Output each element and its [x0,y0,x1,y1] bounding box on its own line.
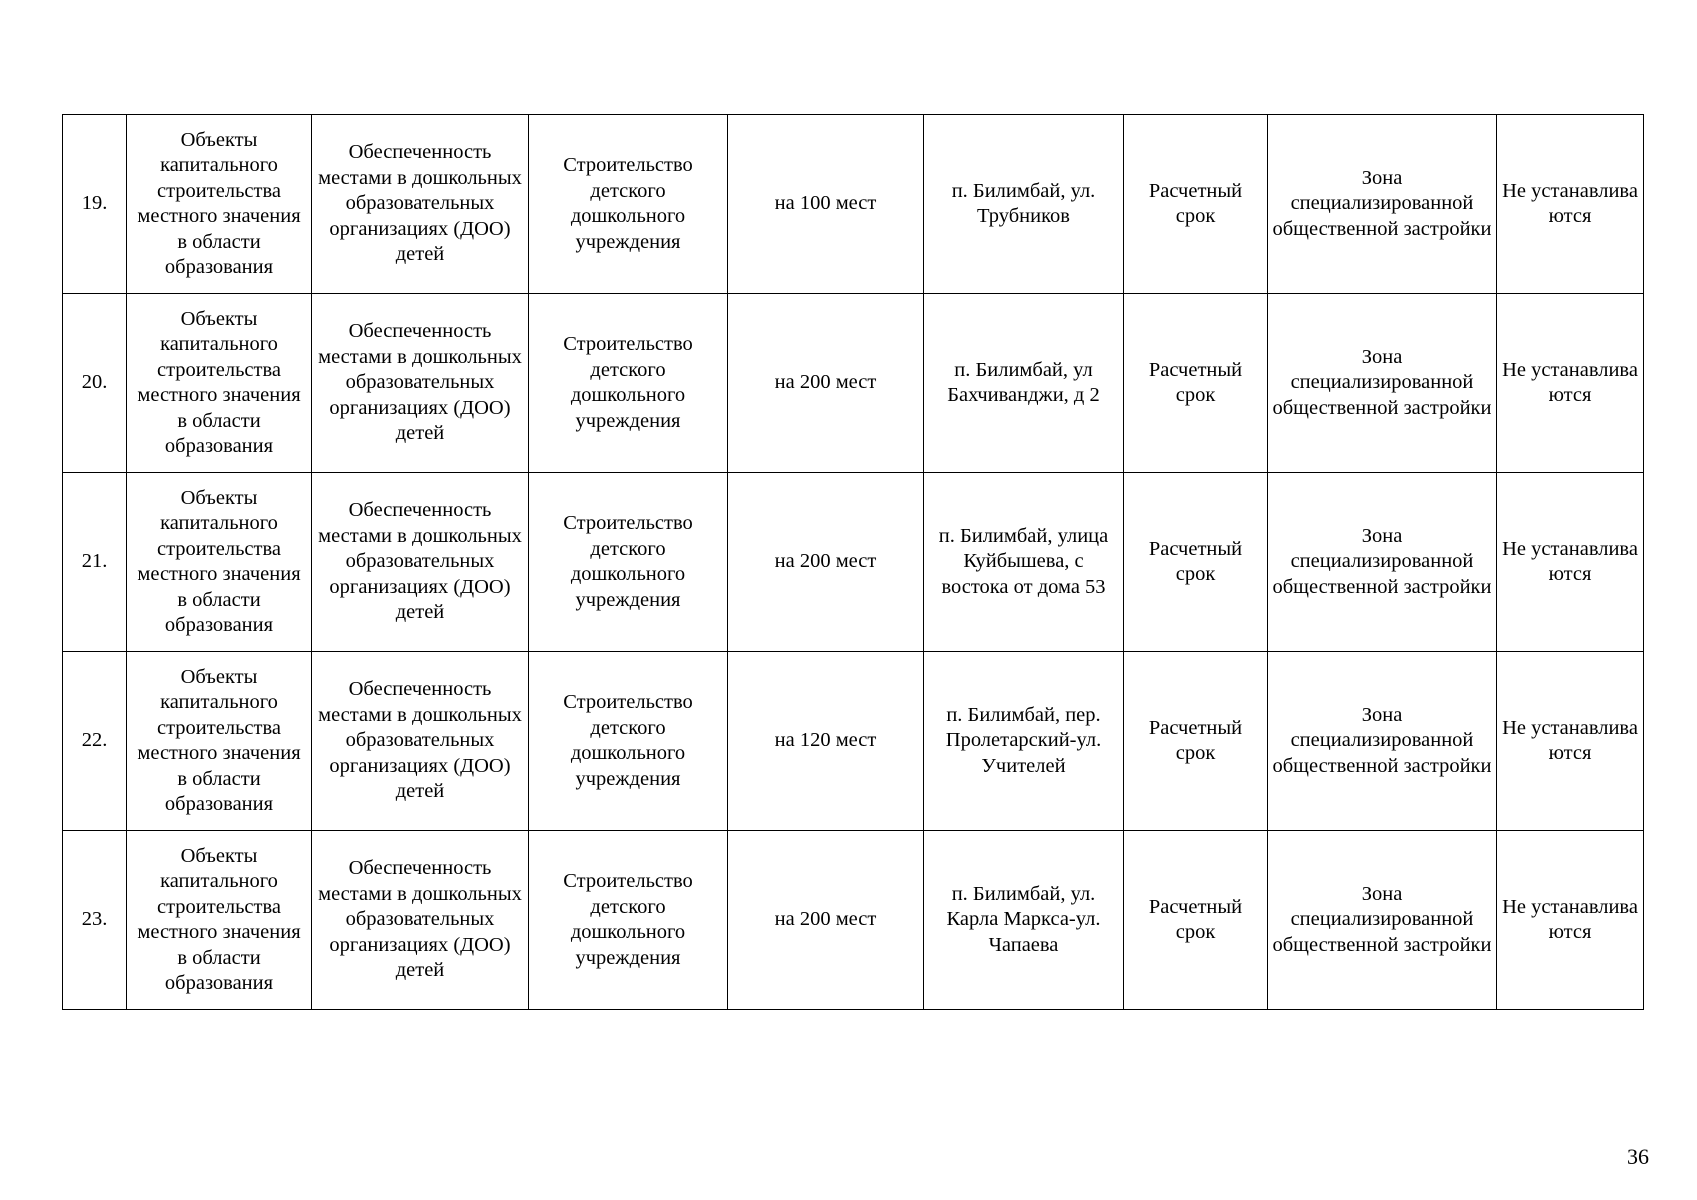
location-cell: п. Билимбай, улица Куйбышева, с востока от дома 53 [924,473,1124,652]
row-number-cell: 20. [63,294,127,473]
location-cell: п. Билимбай, ул. Карла Маркса-ул. Чапаева [924,831,1124,1010]
purpose-cell: Обеспеченность местами в дошкольных образовательных организациях (ДОО) детей [312,831,529,1010]
location-cell: п. Билимбай, ул Бахчиванджи, д 2 [924,294,1124,473]
row-number-cell: 19. [63,115,127,294]
zone-cell: Зона специализированной общественной застройки [1268,115,1497,294]
capacity-cell: на 100 мест [728,115,924,294]
protection-zones-cell: Не устанавлива ются [1497,831,1644,1010]
zone-cell: Зона специализированной общественной застройки [1268,294,1497,473]
table-row [63,831,1644,1010]
facilities-table [62,114,1644,1010]
object-type-cell: Объекты капитального строительства местного значения в области образования [127,115,312,294]
protection-zones-cell: Не устанавлива ются [1497,115,1644,294]
description-cell: Строительство детского дошкольного учреждения [529,294,728,473]
description-cell: Строительство детского дошкольного учреждения [529,831,728,1010]
page-number: 36 [1627,1144,1649,1169]
capacity-cell: на 200 мест [728,831,924,1010]
description-cell: Строительство детского дошкольного учреждения [529,473,728,652]
table-row [63,115,1644,294]
protection-zones-cell: Не устанавлива ются [1497,652,1644,831]
purpose-cell: Обеспеченность местами в дошкольных образовательных организациях (ДОО) детей [312,294,529,473]
capacity-cell: на 200 мест [728,473,924,652]
row-number-cell: 21. [63,473,127,652]
term-cell: Расчетный срок [1124,831,1268,1010]
purpose-cell: Обеспеченность местами в дошкольных образовательных организациях (ДОО) детей [312,115,529,294]
location-cell: п. Билимбай, ул. Трубников [924,115,1124,294]
purpose-cell: Обеспеченность местами в дошкольных образовательных организациях (ДОО) детей [312,473,529,652]
capacity-cell: на 120 мест [728,652,924,831]
protection-zones-cell: Не устанавлива ются [1497,294,1644,473]
capacity-cell: на 200 мест [728,294,924,473]
object-type-cell: Объекты капитального строительства местного значения в области образования [127,294,312,473]
term-cell: Расчетный срок [1124,294,1268,473]
description-cell: Строительство детского дошкольного учреждения [529,115,728,294]
table-row [63,652,1644,831]
row-number-cell: 22. [63,652,127,831]
purpose-cell: Обеспеченность местами в дошкольных образовательных организациях (ДОО) детей [312,652,529,831]
object-type-cell: Объекты капитального строительства местного значения в области образования [127,473,312,652]
term-cell: Расчетный срок [1124,115,1268,294]
object-type-cell: Объекты капитального строительства местного значения в области образования [127,652,312,831]
row-number-cell: 23. [63,831,127,1010]
zone-cell: Зона специализированной общественной застройки [1268,473,1497,652]
description-cell: Строительство детского дошкольного учреждения [529,652,728,831]
zone-cell: Зона специализированной общественной застройки [1268,652,1497,831]
object-type-cell: Объекты капитального строительства местного значения в области образования [127,831,312,1010]
location-cell: п. Билимбай, пер. Пролетарский-ул. Учителей [924,652,1124,831]
table-row [63,294,1644,473]
term-cell: Расчетный срок [1124,652,1268,831]
protection-zones-cell: Не устанавлива ются [1497,473,1644,652]
term-cell: Расчетный срок [1124,473,1268,652]
zone-cell: Зона специализированной общественной застройки [1268,831,1497,1010]
table-row [63,473,1644,652]
